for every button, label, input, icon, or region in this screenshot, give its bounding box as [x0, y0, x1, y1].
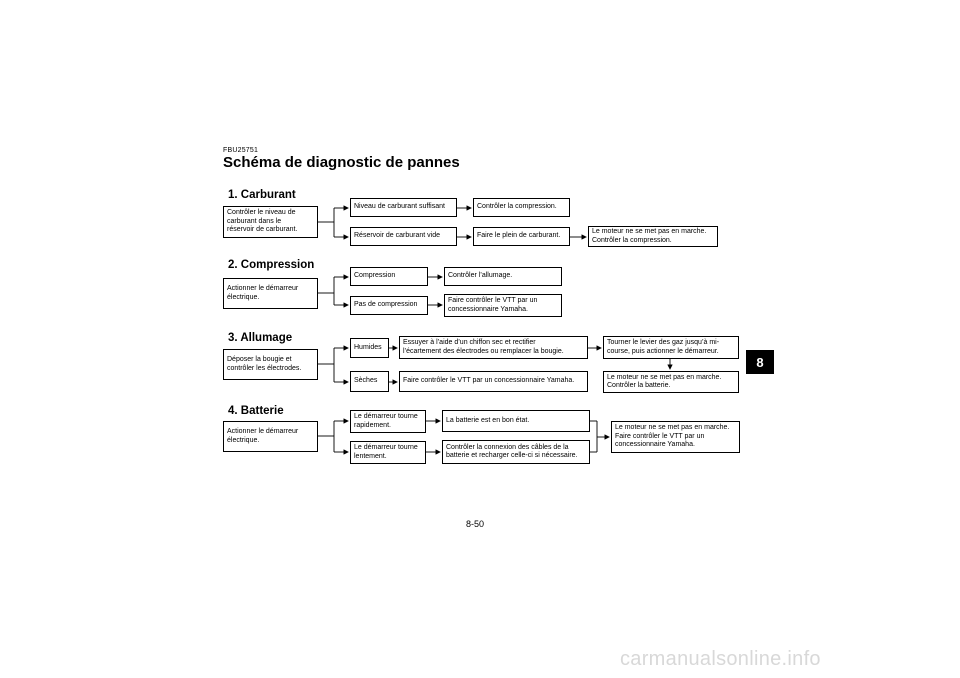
- compression-opt2-action-box: Faire contrôler le VTT par un concessionnaire Yamaha.: [444, 294, 562, 317]
- batterie-opt1-action-box: La batterie est en bon état.: [442, 410, 590, 432]
- batterie-opt2-action-box: Contrôler la connexion des câbles de la batterie et recharger celle-ci si nécessaire.: [442, 440, 590, 464]
- allumage-opt1-action-box: Essuyer à l’aide d’un chiffon sec et rectifier l’écartement des électrodes ou remplacer la bougie.: [399, 336, 588, 359]
- carburant-opt2-box: Réservoir de carburant vide: [350, 227, 457, 246]
- section-heading-carburant: 1. Carburant: [228, 189, 296, 201]
- watermark: carmanualsonline.info: [620, 648, 821, 670]
- compression-opt2-box: Pas de compression: [350, 296, 428, 315]
- section-heading-compression: 2. Compression: [228, 259, 315, 271]
- section-heading-batterie: 4. Batterie: [228, 405, 284, 417]
- allumage-opt1-result-box: Tourner le levier des gaz jusqu’à mi- course, puis actionner le démarreur.: [603, 336, 739, 359]
- allumage-opt2-action-box: Faire contrôler le VTT par un concessionnaire Yamaha.: [399, 371, 588, 392]
- compression-start-box: Actionner le démarreur électrique.: [223, 278, 318, 309]
- allumage-opt1-result2-box: Le moteur ne se met pas en marche. Contrôler la batterie.: [603, 371, 739, 393]
- carburant-opt2-result-box: Le moteur ne se met pas en marche. Contrôler la compression.: [588, 226, 718, 247]
- compression-opt1-action-box: Contrôler l’allumage.: [444, 267, 562, 286]
- batterie-result-box: Le moteur ne se met pas en marche. Faire contrôler le VTT par un concessionnaire Yamaha.: [611, 421, 740, 453]
- carburant-opt1-box: Niveau de carburant suffisant: [350, 198, 457, 217]
- page-number: 8-50: [466, 519, 485, 529]
- chapter-tab: 8: [746, 350, 774, 374]
- carburant-opt2-action-box: Faire le plein de carburant.: [473, 227, 570, 246]
- allumage-start-box: Déposer la bougie et contrôler les électrodes.: [223, 349, 318, 380]
- carburant-start-box: Contrôler le niveau de carburant dans le réservoir de carburant.: [223, 206, 318, 238]
- allumage-opt1-box: Humides: [350, 338, 389, 358]
- page-title: Schéma de diagnostic de pannes: [223, 154, 460, 171]
- allumage-opt2-box: Sèches: [350, 371, 389, 392]
- document-code: FBU25751: [223, 147, 259, 154]
- batterie-start-box: Actionner le démarreur électrique.: [223, 421, 318, 452]
- section-heading-allumage: 3. Allumage: [228, 332, 293, 344]
- batterie-opt1-box: Le démarreur tourne rapidement.: [350, 410, 426, 433]
- carburant-opt1-action-box: Contrôler la compression.: [473, 198, 570, 217]
- batterie-opt2-box: Le démarreur tourne lentement.: [350, 441, 426, 464]
- compression-opt1-box: Compression: [350, 267, 428, 286]
